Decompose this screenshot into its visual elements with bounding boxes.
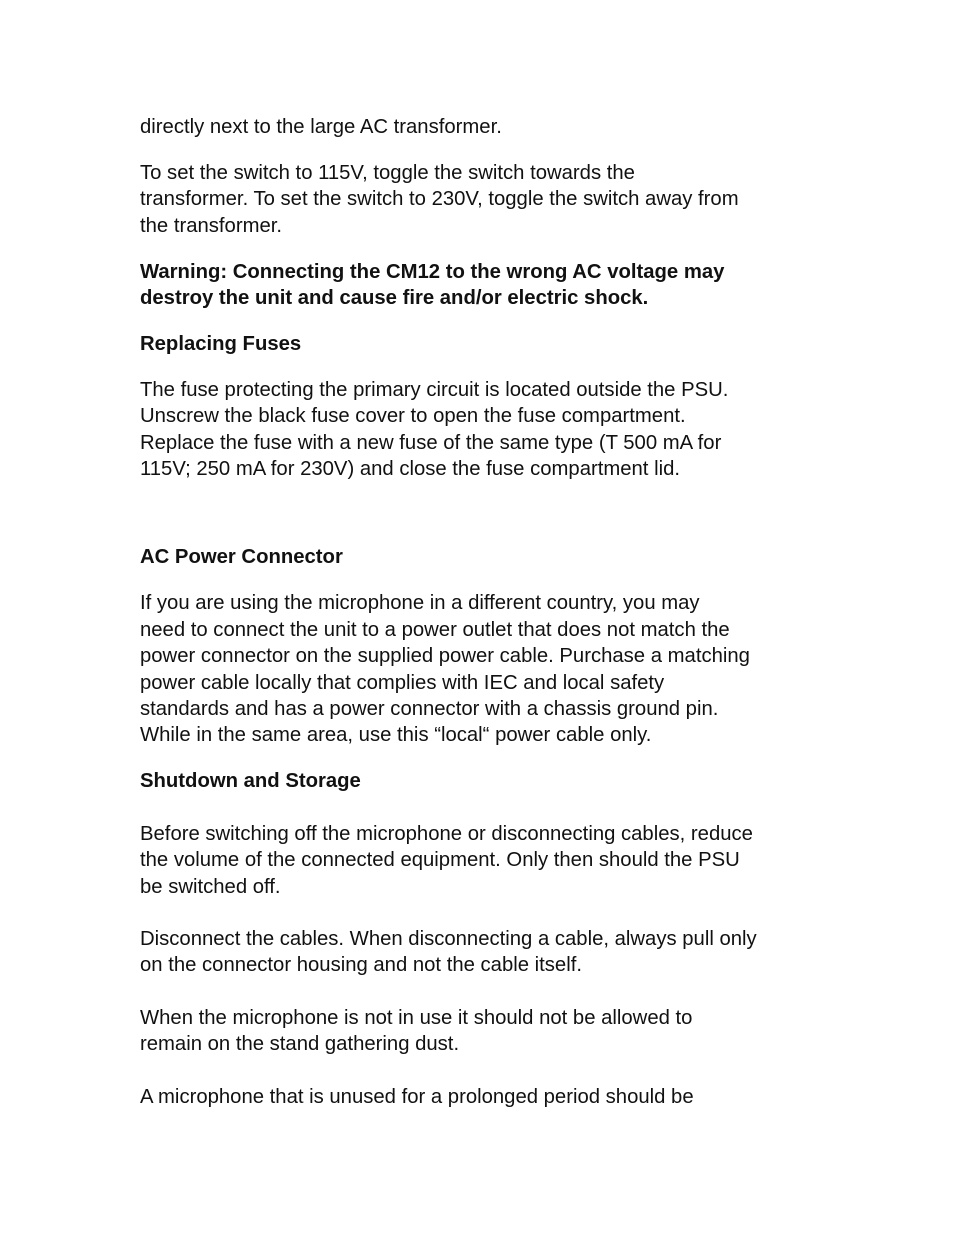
text-line: If you are using the microphone in a different country, you may [140, 592, 700, 615]
text-line: be switched off. [140, 875, 281, 898]
text-line: When the microphone is not in use it should not be allowed to [140, 1006, 693, 1029]
text-line: Replace the fuse with a new fuse of the same type (T 500 mA for [140, 431, 722, 454]
text-line: standards and has a power connector with a chassis ground pin. [140, 698, 719, 720]
heading-shutdown-and-storage: Shutdown and Storage [140, 770, 361, 793]
text-line: While in the same area, use this “local“ power cable only. [140, 724, 652, 747]
paragraph-transformer-location [140, 114, 830, 140]
heading-ac-power-connector: AC Power Connector [140, 546, 343, 569]
paragraph-voltage-switch [140, 160, 830, 239]
text-line: To set the switch to 115V, toggle the switch towards the [140, 161, 635, 184]
text-line: directly next to the large AC transformer. [140, 116, 502, 138]
text-line: power connector on the supplied power cable. Purchase a matching [140, 645, 750, 668]
text-line: 115V; 250 mA for 230V) and close the fuse compartment lid. [140, 458, 681, 481]
text-line: Before switching off the microphone or disconnecting cables, reduce [140, 822, 753, 845]
document-page [140, 114, 830, 1110]
heading-replacing-fuses: Replacing Fuses [140, 332, 302, 355]
warning-line: destroy the unit and cause fire and/or electric shock. [140, 287, 649, 310]
paragraph-ac-power-connector [140, 590, 830, 748]
text-line: the transformer. [140, 214, 283, 237]
text-line: on the connector housing and not the cable itself. [140, 954, 582, 977]
paragraph-prolonged-storage [140, 1084, 830, 1110]
warning-line: Warning: Connecting the CM12 to the wrong AC voltage may [140, 260, 725, 283]
paragraph-replacing-fuses [140, 377, 830, 483]
text-line: the volume of the connected equipment. Only then should the PSU [140, 849, 740, 872]
text-line: A microphone that is unused for a prolonged period should be [140, 1085, 694, 1108]
text-line: remain on the stand gathering dust. [140, 1033, 460, 1056]
text-line: Unscrew the black fuse cover to open the fuse compartment. [140, 405, 686, 428]
paragraph-disconnect-cables [140, 926, 830, 979]
text-line: The fuse protecting the primary circuit is located outside the PSU. [140, 378, 729, 401]
paragraph-dust [140, 1005, 830, 1058]
text-line: power cable locally that complies with IEC and local safety [140, 671, 665, 694]
text-line: need to connect the unit to a power outlet that does not match the [140, 618, 730, 641]
text-line: transformer. To set the switch to 230V, toggle the switch away from [140, 188, 739, 211]
text-line: Disconnect the cables. When disconnecting a cable, always pull only [140, 927, 757, 950]
paragraph-shutdown-volume [140, 821, 830, 900]
warning-paragraph [140, 259, 830, 312]
